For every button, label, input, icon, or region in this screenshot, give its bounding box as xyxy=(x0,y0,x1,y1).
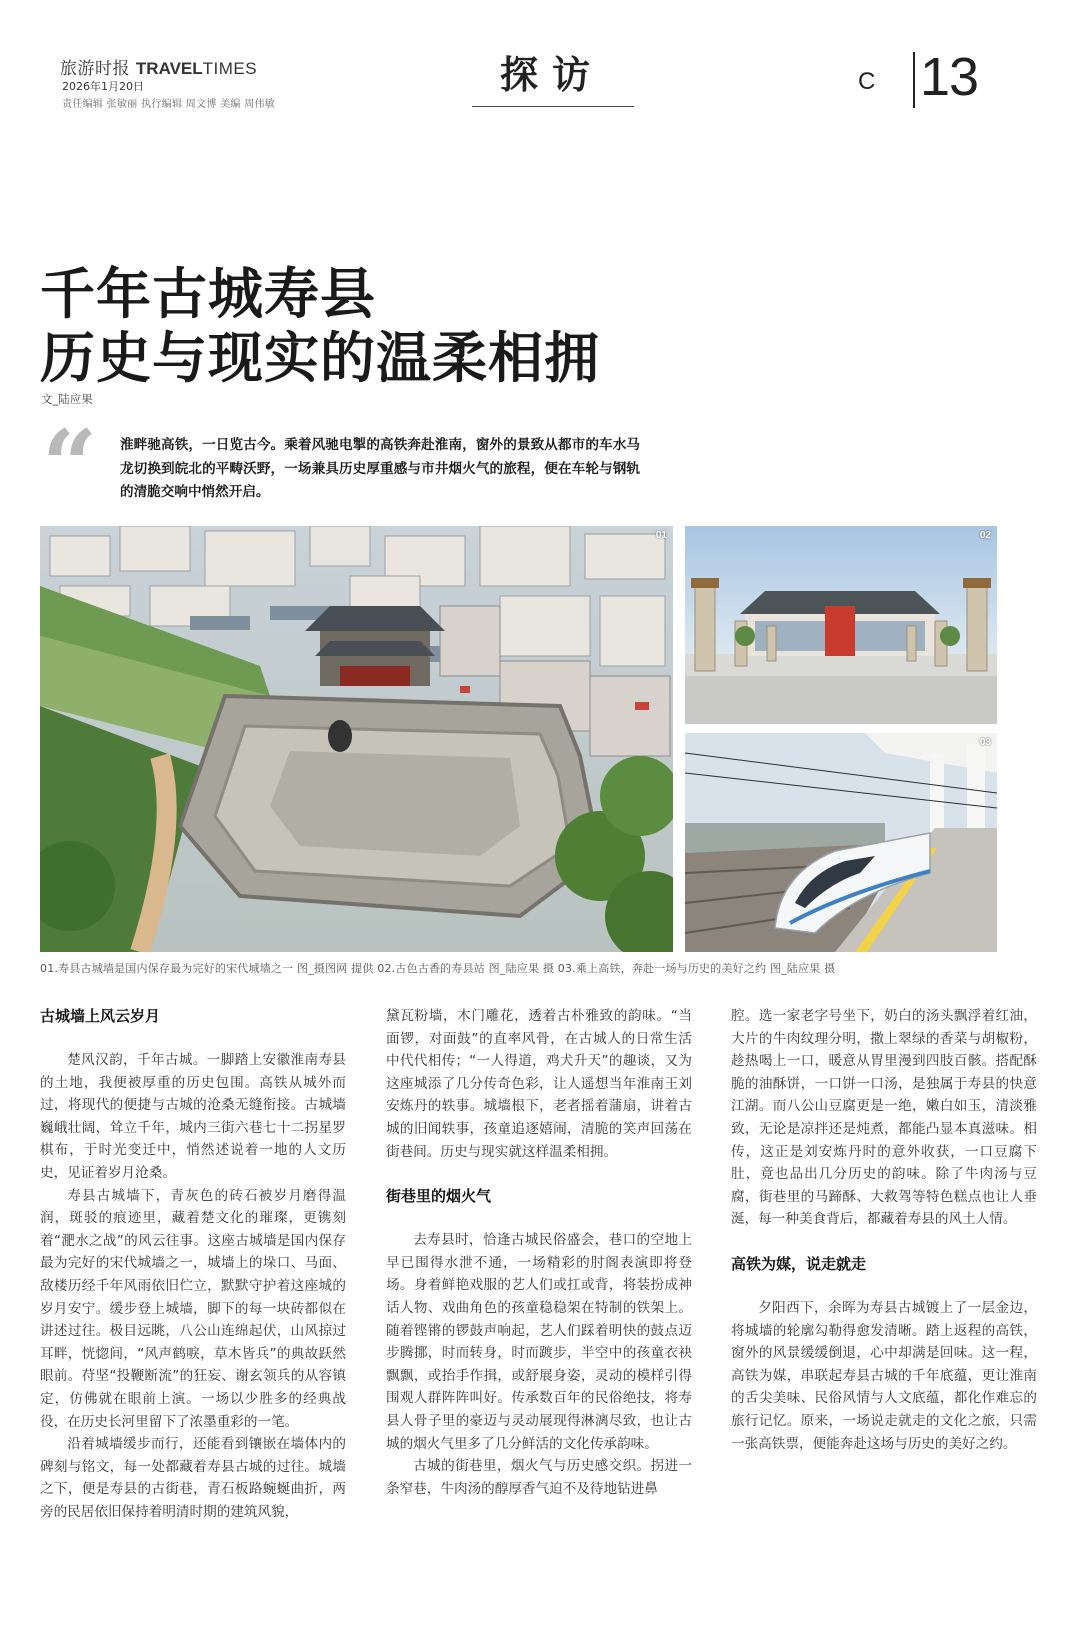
subheading-street-life: 街巷里的烟火气 xyxy=(386,1187,492,1206)
article-column-1 xyxy=(40,1005,346,1523)
article-lead: 淮畔驰高铁，一日览古今。乘着风驰电掣的高铁奔赴淮南，窗外的景致从都市的车水马龙切换到皖北的平畴沃野，一场兼具历史厚重感与市井烟火气的旅程，便在车轮与钢轨的清脆交响中悄然开启。 xyxy=(120,437,640,500)
paragraph: 古城的街巷里，烟火气与历史感交织。拐进一条窄巷，牛肉汤的醇厚香气迫不及待地钻进鼻 xyxy=(386,1458,692,1497)
city-wall-aerial-photo-icon xyxy=(40,526,673,952)
photo-03 xyxy=(685,733,997,952)
section-title: 探访 xyxy=(499,53,604,97)
photo-number: 03 xyxy=(979,737,991,748)
brand-cn: 旅游时报 xyxy=(60,59,130,79)
photo-02 xyxy=(685,526,997,724)
paragraph: 楚风汉韵，千年古城。一脚踏上安徽淮南寿县的土地，我便被厚重的历史包围。高铁从城外而过，将现代的便捷与古城的沧桑无缝衔接。古城墙巍峨壮阔，耸立千年，城内三街六巷七十二拐星罗棋布，于时光变迁中，悄然述说着一地的人文历史，见证着岁月沧桑。 xyxy=(40,1052,346,1181)
high-speed-train-photo-icon xyxy=(685,733,997,952)
subheading-city-wall: 古城墙上风云岁月 xyxy=(40,1007,161,1025)
brand-en-regular: TIMES xyxy=(202,59,258,78)
brand-en-bold: TRAVEL xyxy=(135,59,203,78)
article-headline xyxy=(40,262,940,390)
page-section-letter: C xyxy=(858,68,882,95)
article-column-3 xyxy=(731,1005,1037,1455)
photo-caption: 01.寿县古城墙是国内保存最为完好的宋代城墙之一 图_摄图网 提供 02.古色古香的寿县站 图_陆应果 摄 03.乘上高铁，奔赴一场与历史的美好之约 图_陆应果 摄 xyxy=(40,962,836,975)
article-column-2 xyxy=(386,1005,692,1500)
section-title-rule xyxy=(472,106,634,107)
paragraph: 沿着城墙缓步而行，还能看到镶嵌在墙体内的碑刻与铭文，每一处都藏着寿县古城的过往。城墙之下，便是寿县的古街巷，青石板路蜿蜒曲折，两旁的民居依旧保持着明清时期的建筑风貌， xyxy=(40,1436,346,1520)
photo-number: 01 xyxy=(655,530,667,541)
paragraph: 寿县古城墙下，青灰色的砖石被岁月磨得温润，斑驳的痕迹里，藏着楚文化的璀璨，更镌刻着“淝水之战”的风云往事。这座古城墙是国内保存最为完好的宋代城墙之一，城墙上的垛口、马面、敌楼历经千年风雨依旧伫立，默默守护着这座城的岁月安宁。缓步登上城墙，脚下的每一块砖都似在讲述过往。极目远眺，八公山连绵起伏，山风掠过耳畔，恍惚间，“风声鹤唳，草木皆兵”的典故跃然眼前。苻坚“投鞭断流”的狂妄、谢玄领兵的从容镇定，仿佛就在眼前上演。一场以少胜多的经典战役，在历史长河里留下了浓墨重彩的一笔。 xyxy=(40,1187,346,1430)
photo-01 xyxy=(40,526,673,952)
paragraph: 腔。选一家老字号坐下，奶白的汤头飘浮着红油，大片的牛肉纹理分明，撒上翠绿的香菜与胡椒粉，趁热喝上一口，暖意从胃里漫到四肢百骸。搭配酥脆的油酥饼，一口饼一口汤，是独属于寿县的快意江湖。而八公山豆腐更是一绝，嫩白如玉，清淡雅致，无论是凉拌还是炖煮，都能凸显本真滋味。相传，这正是刘安炼丹时的意外收获，一口豆腐下肚，竟也品出几分历史的韵味。除了牛肉汤与豆腐，街巷里的马蹄酥、大救驾等特色糕点也让人垂涎，每一种美食背后，都藏着寿县的风土人情。 xyxy=(731,1008,1037,1228)
masthead-brand xyxy=(60,54,257,79)
paragraph: 黛瓦粉墙，木门雕花，透着古朴雅致的韵味。“当面锣，对面鼓”的直率风骨，在古城人的日常生活中代代相传；“一人得道，鸡犬升天”的趣谈，又为这座城添了几分传奇色彩，让人遥想当年淮南王刘安炼丹的轶事。城墙根下，老者摇着蒲扇，讲着古城的旧闻轶事，孩童追逐嬉闹，清脆的笑声回荡在街巷间。历史与现实就这样温柔相拥。 xyxy=(386,1008,692,1160)
subheading-high-speed-rail: 高铁为媒，说走就走 xyxy=(731,1254,867,1273)
headline-line-1: 千年古城寿县 xyxy=(40,261,377,326)
headline-line-2: 历史与现实的温柔相拥 xyxy=(40,325,601,390)
byline: 文_陆应果 xyxy=(41,392,93,406)
paragraph: 去寿县时，恰逢古城民俗盛会，巷口的空地上早已围得水泄不通，一场精彩的肘阁表演即将登场。身着鲜艳戏服的艺人们或扛或背，将装扮成神话人物、戏曲角色的孩童稳稳架在特制的铁架上。随着铿锵的锣鼓声响起，艺人们踩着明快的鼓点迈步腾挪，时而转身，时而踱步，半空中的孩童衣袂飘飘，或抬手作揖，或舒展身姿，灵动的模样引得围观人群阵阵叫好。传承数百年的民俗绝技，将寿县人骨子里的豪迈与灵动展现得淋漓尽致，也让古城的烟火气里多了几分鲜活的文化传承韵味。 xyxy=(386,1232,692,1452)
paragraph: 夕阳西下，余晖为寿县古城镀上了一层金边，将城墙的轮廓勾勒得愈发清晰。踏上返程的高铁，窗外的风景缓缓倒退，心中却满是回味。这一程，高铁为媒，串联起寿县古城的千年底蕴，更让淮南的舌尖美味、民俗风情与人文底蕴，都化作难忘的旅行记忆。原来，一场说走就走的文化之旅，只需一张高铁票，便能奔赴这场与历史的美好之约。 xyxy=(731,1299,1037,1452)
page-number-divider xyxy=(913,52,915,108)
issue-date: 2026年1月20日 xyxy=(62,80,144,93)
photo-number: 02 xyxy=(979,530,991,541)
station-building-photo-icon xyxy=(685,526,997,724)
quote-mark-icon: “ xyxy=(42,409,98,522)
editors-line: 责任编辑 张敏丽 执行编辑 周文博 美编 周伟敏 xyxy=(62,99,276,110)
page-number: 13 xyxy=(920,47,979,107)
